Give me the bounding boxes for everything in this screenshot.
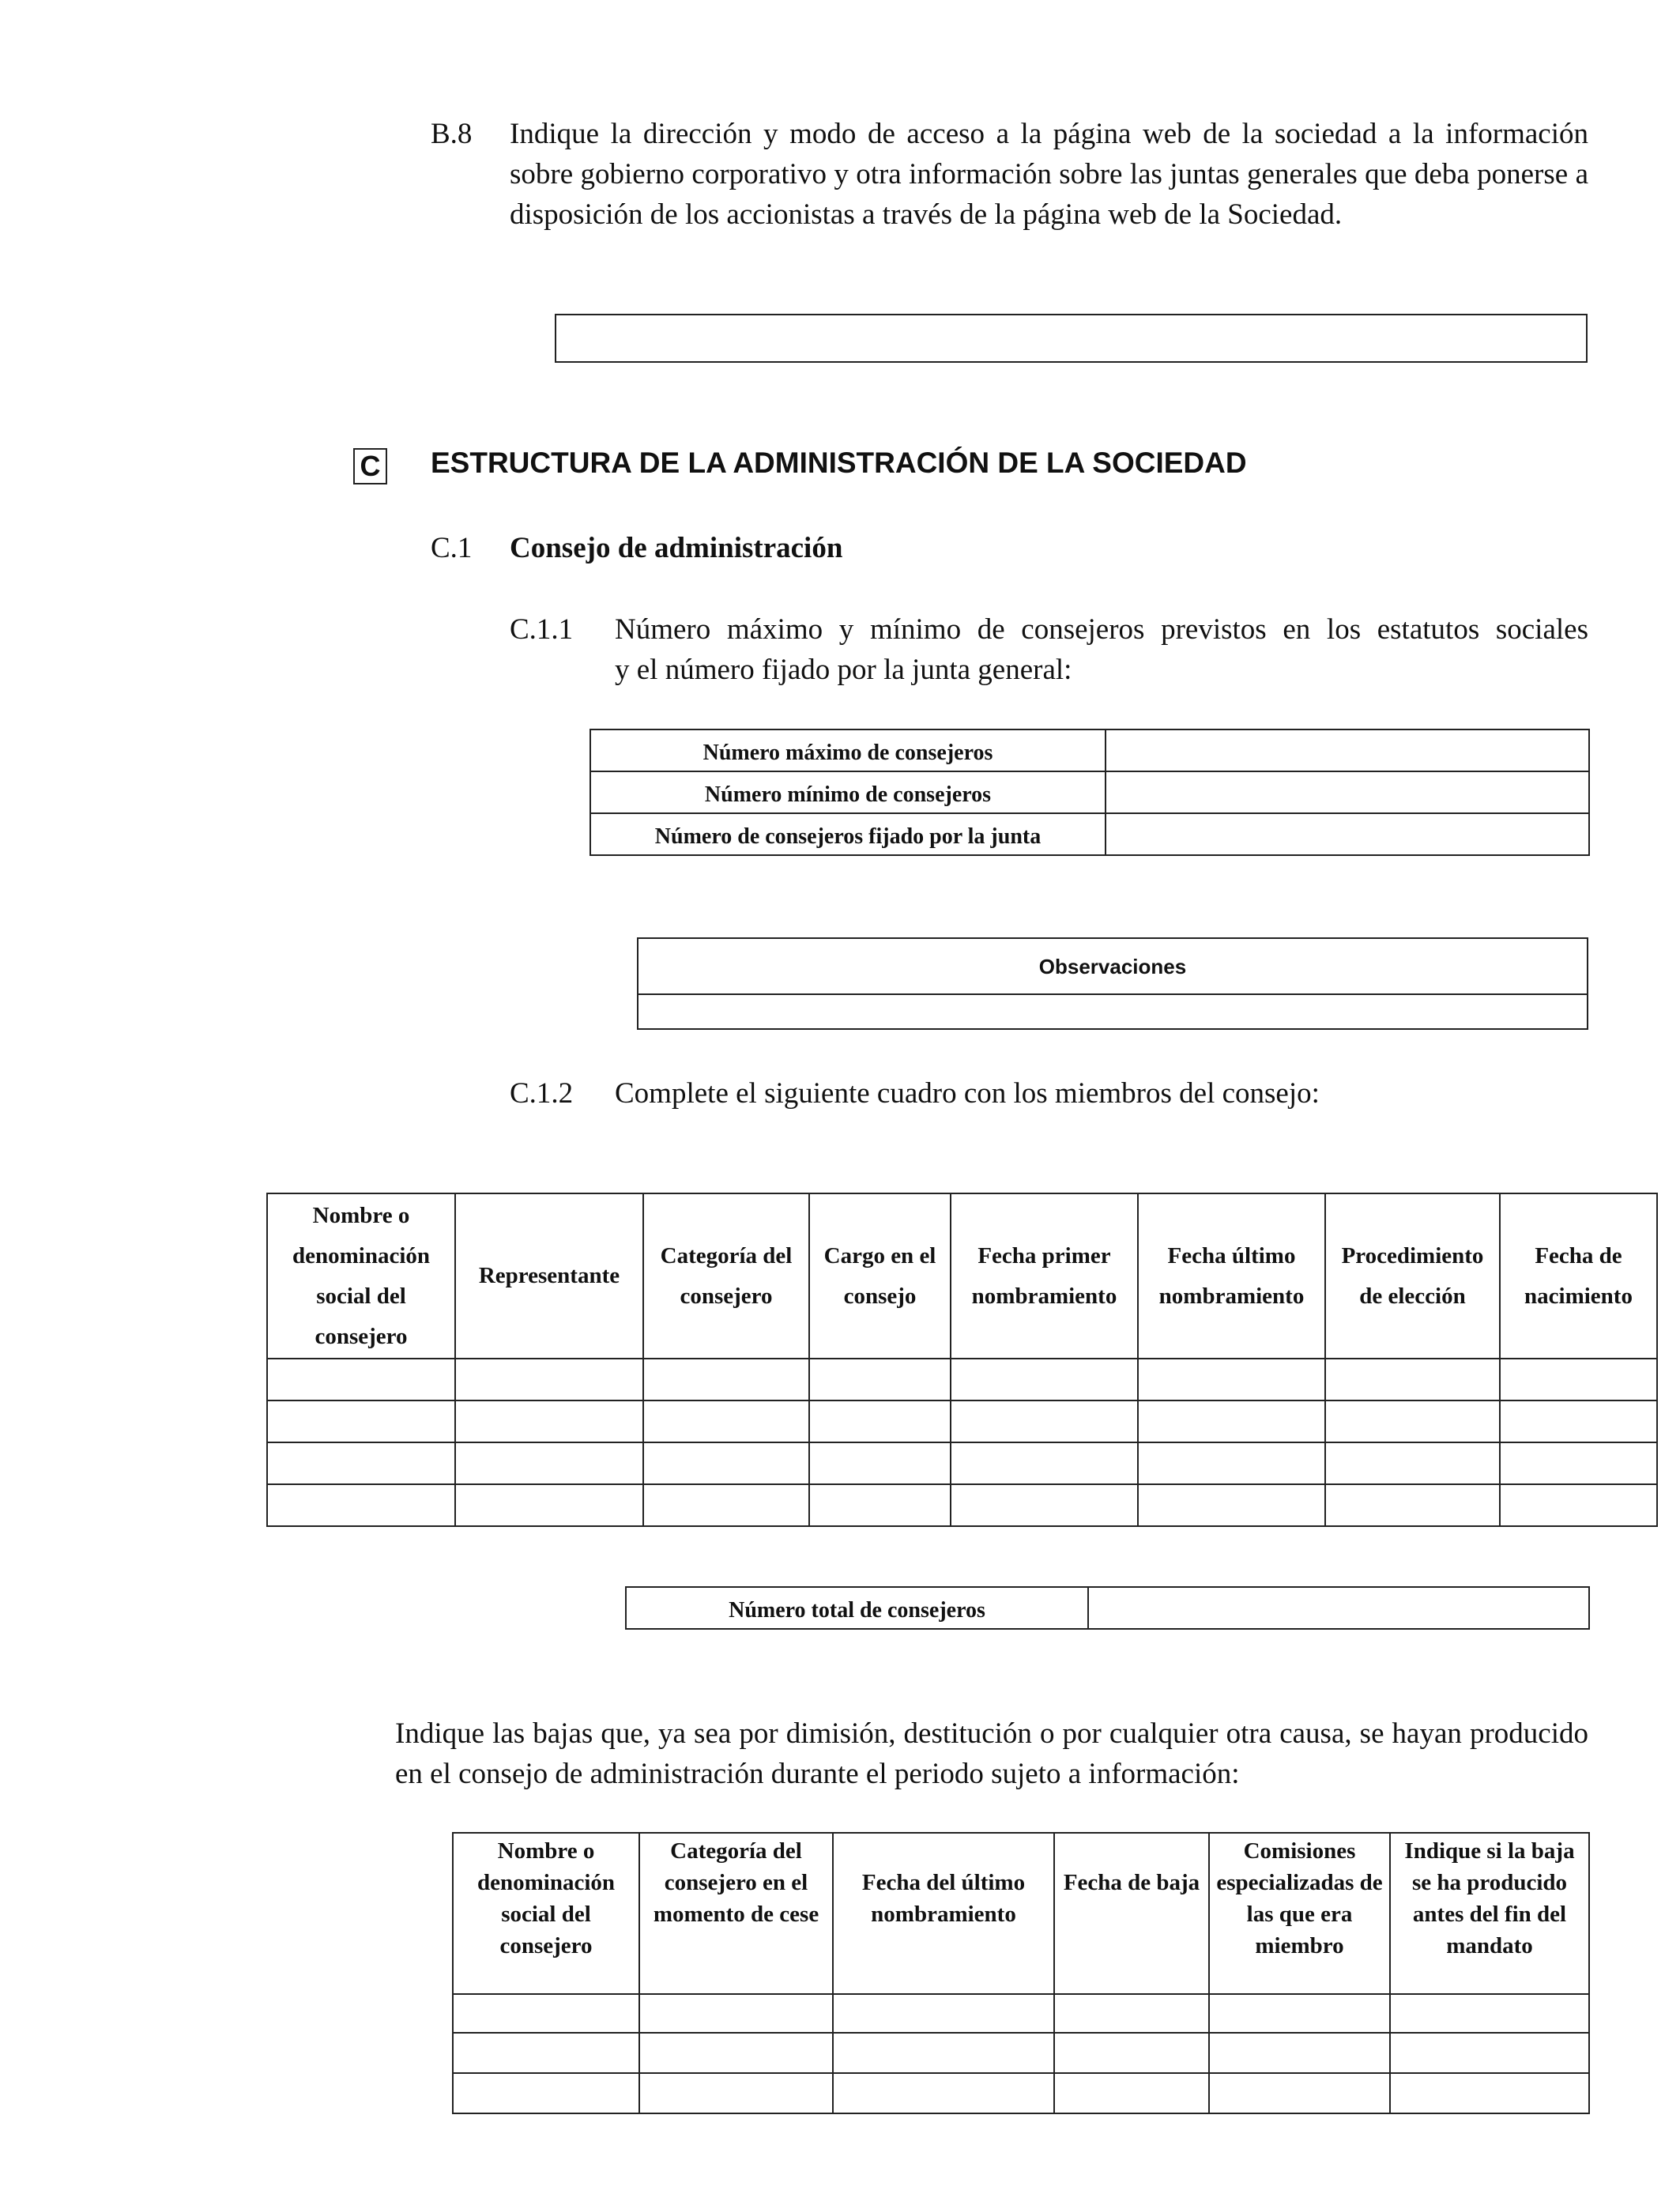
- bajas-question: Indique las bajas que, ya sea por dimisión, destitución o por cualquier otra causa, se hayan producido en el consejo de administración durante el periodo sujeto a información:: [395, 1717, 1588, 1790]
- bajas-col-header-antes-fin: Indique si la baja se ha producido antes del fin del mandato: [1390, 1833, 1589, 1994]
- table-cell[interactable]: [455, 1442, 643, 1484]
- section-c-letter-box: C: [353, 448, 387, 484]
- table-cell[interactable]: [1390, 1994, 1589, 2033]
- table-cell[interactable]: [1390, 2073, 1589, 2113]
- table-cell[interactable]: [1054, 2033, 1209, 2073]
- max-consejeros-label: Número máximo de consejeros: [590, 729, 1106, 771]
- table-cell[interactable]: [643, 1359, 809, 1400]
- table-cell[interactable]: [951, 1442, 1138, 1484]
- table-cell[interactable]: [1138, 1484, 1325, 1526]
- bajas-col-header-categoria: Categoría del consejero en el momento de cese: [639, 1833, 833, 1994]
- table-cell[interactable]: [809, 1400, 951, 1442]
- table-row: [453, 2073, 1589, 2113]
- table-cell[interactable]: [455, 1400, 643, 1442]
- table-cell[interactable]: [1500, 1359, 1657, 1400]
- table-cell[interactable]: [643, 1484, 809, 1526]
- table-cell[interactable]: [1325, 1484, 1500, 1526]
- table-row: [267, 1484, 1657, 1526]
- col-header-fecha-nacimiento: Fecha de nacimiento: [1500, 1193, 1657, 1359]
- c11-text-line1: Número máximo y mínimo de consejeros previstos en los estatutos sociales: [615, 613, 1588, 646]
- table-cell[interactable]: [809, 1442, 951, 1484]
- table-header-row: [453, 1833, 1589, 1994]
- miembros-consejo-table: [266, 1193, 1658, 1527]
- table-row: [453, 1994, 1589, 2033]
- table-row: [638, 994, 1588, 1029]
- table-cell[interactable]: [639, 2033, 833, 2073]
- c1-number: C.1: [431, 532, 473, 564]
- table-cell[interactable]: [267, 1484, 455, 1526]
- section-c-title: ESTRUCTURA DE LA ADMINISTRACIÓN DE LA SOCIEDAD: [431, 447, 1247, 479]
- col-header-procedimiento: Procedimiento de elección: [1325, 1193, 1500, 1359]
- table-cell[interactable]: [639, 2073, 833, 2113]
- table-cell[interactable]: [455, 1359, 643, 1400]
- fijado-junta-label: Número de consejeros fijado por la junta: [590, 813, 1106, 855]
- col-header-representante: Representante: [455, 1193, 643, 1359]
- table-cell[interactable]: [1054, 2073, 1209, 2113]
- table-cell[interactable]: [453, 2033, 639, 2073]
- observaciones-table: [637, 937, 1588, 1030]
- col-header-categoria: Categoría del consejero: [643, 1193, 809, 1359]
- observaciones-field[interactable]: [638, 994, 1588, 1029]
- table-cell[interactable]: [1500, 1442, 1657, 1484]
- table-cell[interactable]: [643, 1442, 809, 1484]
- min-consejeros-label: Número mínimo de consejeros: [590, 771, 1106, 813]
- table-cell[interactable]: [951, 1400, 1138, 1442]
- table-cell[interactable]: [267, 1359, 455, 1400]
- table-cell[interactable]: [1500, 1484, 1657, 1526]
- table-cell[interactable]: [1325, 1400, 1500, 1442]
- table-row: [626, 1587, 1589, 1629]
- consejeros-number-table: [590, 729, 1590, 856]
- table-cell[interactable]: [951, 1484, 1138, 1526]
- total-consejeros-table: [625, 1586, 1590, 1630]
- bajas-col-header-fecha-baja: Fecha de baja: [1054, 1833, 1209, 1994]
- table-cell[interactable]: [1325, 1442, 1500, 1484]
- table-header-row: [267, 1193, 1657, 1359]
- table-row: [267, 1400, 1657, 1442]
- table-cell[interactable]: [951, 1359, 1138, 1400]
- table-cell[interactable]: [639, 1994, 833, 2033]
- col-header-fecha-primer: Fecha primer nombramiento: [951, 1193, 1138, 1359]
- table-cell[interactable]: [1325, 1359, 1500, 1400]
- c1-title: Consejo de administración: [510, 532, 843, 564]
- table-row: [267, 1442, 1657, 1484]
- b8-answer-field[interactable]: [555, 314, 1588, 363]
- c11-number: C.1.1: [510, 613, 574, 646]
- bajas-col-header-nombre: Nombre o denominación social del consejero: [453, 1833, 639, 1994]
- table-cell[interactable]: [1209, 2073, 1390, 2113]
- table-cell[interactable]: [833, 2033, 1054, 2073]
- col-header-nombre: Nombre o denominación social del consejero: [267, 1193, 455, 1359]
- b8-number: B.8: [431, 118, 473, 150]
- table-row: [267, 1359, 1657, 1400]
- c11-text-line2: y el número fijado por la junta general:: [615, 654, 1072, 686]
- table-cell[interactable]: [643, 1400, 809, 1442]
- table-cell[interactable]: [453, 2073, 639, 2113]
- table-cell[interactable]: [809, 1359, 951, 1400]
- table-cell[interactable]: [1500, 1400, 1657, 1442]
- table-cell[interactable]: [1138, 1442, 1325, 1484]
- table-row: [453, 2033, 1589, 2073]
- table-cell[interactable]: [453, 1994, 639, 2033]
- table-row: [638, 938, 1588, 994]
- table-cell[interactable]: [1209, 2033, 1390, 2073]
- table-cell[interactable]: [455, 1484, 643, 1526]
- c12-text: Complete el siguiente cuadro con los miembros del consejo:: [615, 1077, 1320, 1110]
- table-cell[interactable]: [1138, 1359, 1325, 1400]
- table-cell[interactable]: [809, 1484, 951, 1526]
- bajas-col-header-fecha-ultimo: Fecha del último nombramiento: [833, 1833, 1054, 1994]
- bajas-col-header-comisiones: Comisiones especializadas de las que era miembro: [1209, 1833, 1390, 1994]
- table-cell[interactable]: [267, 1400, 455, 1442]
- table-row: [590, 729, 1589, 771]
- min-consejeros-field[interactable]: [1106, 771, 1589, 813]
- fijado-junta-field[interactable]: [1106, 813, 1589, 855]
- table-cell[interactable]: [833, 2073, 1054, 2113]
- observaciones-label: Observaciones: [638, 938, 1588, 994]
- max-consejeros-field[interactable]: [1106, 729, 1589, 771]
- c12-number: C.1.2: [510, 1077, 574, 1110]
- table-cell[interactable]: [1390, 2033, 1589, 2073]
- table-cell[interactable]: [1054, 1994, 1209, 2033]
- total-consejeros-label: Número total de consejeros: [626, 1587, 1088, 1629]
- table-cell[interactable]: [267, 1442, 455, 1484]
- col-header-cargo: Cargo en el consejo: [809, 1193, 951, 1359]
- table-cell[interactable]: [1209, 1994, 1390, 2033]
- table-cell[interactable]: [833, 1994, 1054, 2033]
- table-row: [590, 771, 1589, 813]
- bajas-table: [452, 1832, 1590, 2114]
- col-header-fecha-ultimo: Fecha último nombramiento: [1138, 1193, 1325, 1359]
- b8-question: Indique la dirección y modo de acceso a la página web de la sociedad a la información sobre gobierno corporativo y otra información sobre las juntas generales que deba ponerse a disposición de los accionistas a través de la página web de la Sociedad.: [510, 118, 1588, 231]
- table-row: [590, 813, 1589, 855]
- table-cell[interactable]: [1138, 1400, 1325, 1442]
- total-consejeros-field[interactable]: [1088, 1587, 1589, 1629]
